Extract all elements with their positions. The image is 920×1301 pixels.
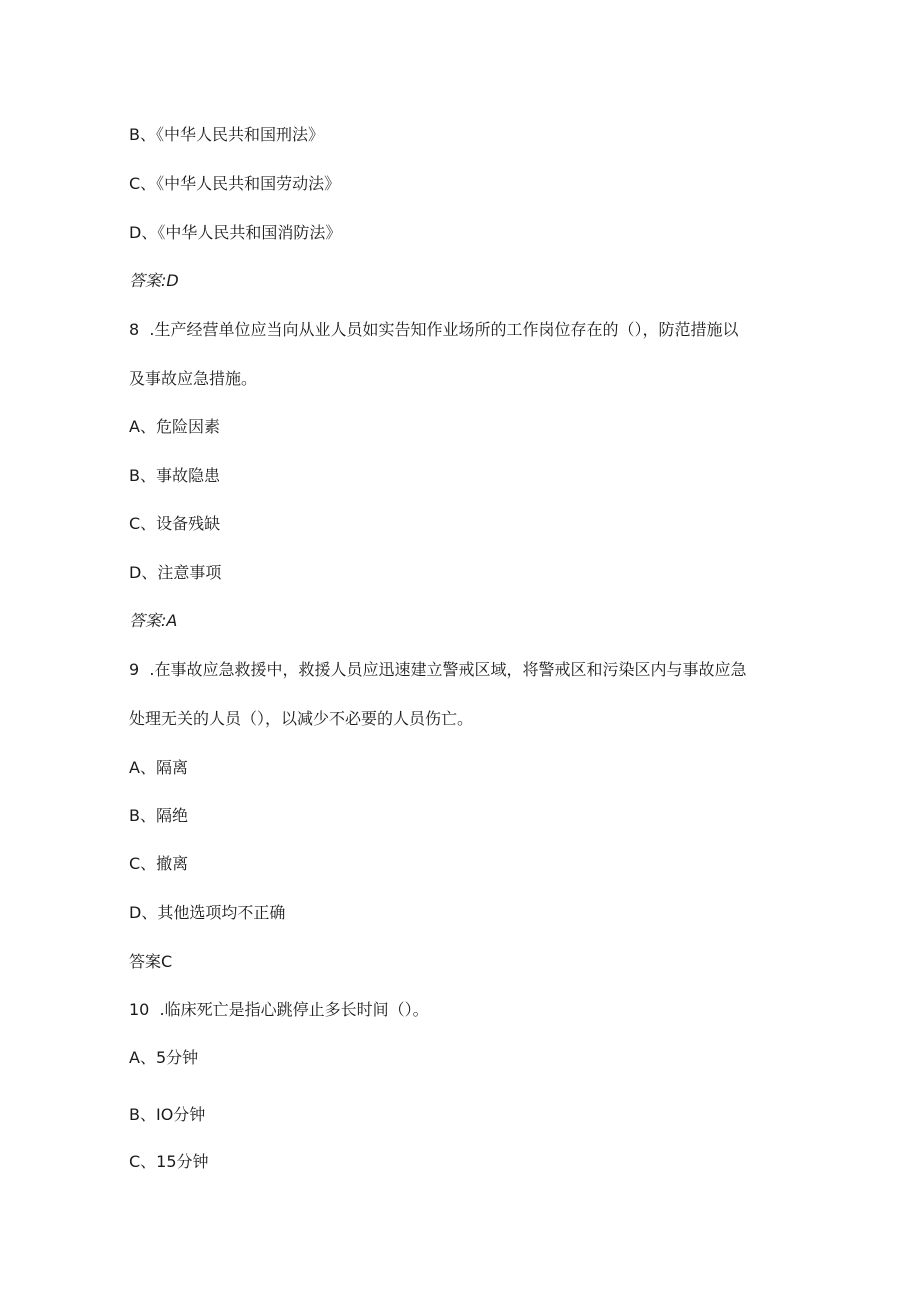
- q10-question-line1: 10 .临床死亡是指心跳停止多长时间（）。: [129, 1000, 429, 1019]
- q8-question-line1: 8 .生产经营单位应当向从业人员如实告知作业场所的工作岗位存在的（），防范措施以: [129, 320, 739, 339]
- q9-option-d: D、其他选项均不正确: [129, 903, 286, 922]
- q7-answer: 答案:D: [129, 271, 179, 290]
- q10-option-b: B、IO分钟: [129, 1105, 206, 1124]
- q8-question-line2: 及事故应急措施。: [129, 369, 258, 388]
- q8-option-a: A、危险因素: [129, 417, 220, 436]
- q10-option-c: C、15分钟: [129, 1152, 209, 1171]
- q8-answer: 答案:A: [129, 611, 178, 630]
- q7-option-c: C、《中华人民共和国劳动法》: [129, 174, 341, 193]
- q9-option-b: B、隔绝: [129, 806, 188, 825]
- q10-option-a: A、5分钟: [129, 1048, 199, 1067]
- q9-option-c: C、撤离: [129, 854, 189, 873]
- q7-option-b: B、《中华人民共和国刑法》: [129, 125, 324, 144]
- q8-option-b: B、事故隐患: [129, 466, 220, 485]
- q9-option-a: A、隔离: [129, 758, 188, 777]
- q9-question-line2: 处理无关的人员（），以减少不必要的人员伤亡。: [129, 709, 474, 728]
- q9-question-line1: 9 .在事故应急救援中，救援人员应迅速建立警戒区域，将警戒区和污染区内与事故应急: [129, 660, 747, 679]
- q9-answer: 答案C: [129, 952, 173, 971]
- q8-option-d: D、注意事项: [129, 563, 222, 582]
- q7-option-d: D、《中华人民共和国消防法》: [129, 223, 342, 242]
- q8-option-c: C、设备残缺: [129, 514, 221, 533]
